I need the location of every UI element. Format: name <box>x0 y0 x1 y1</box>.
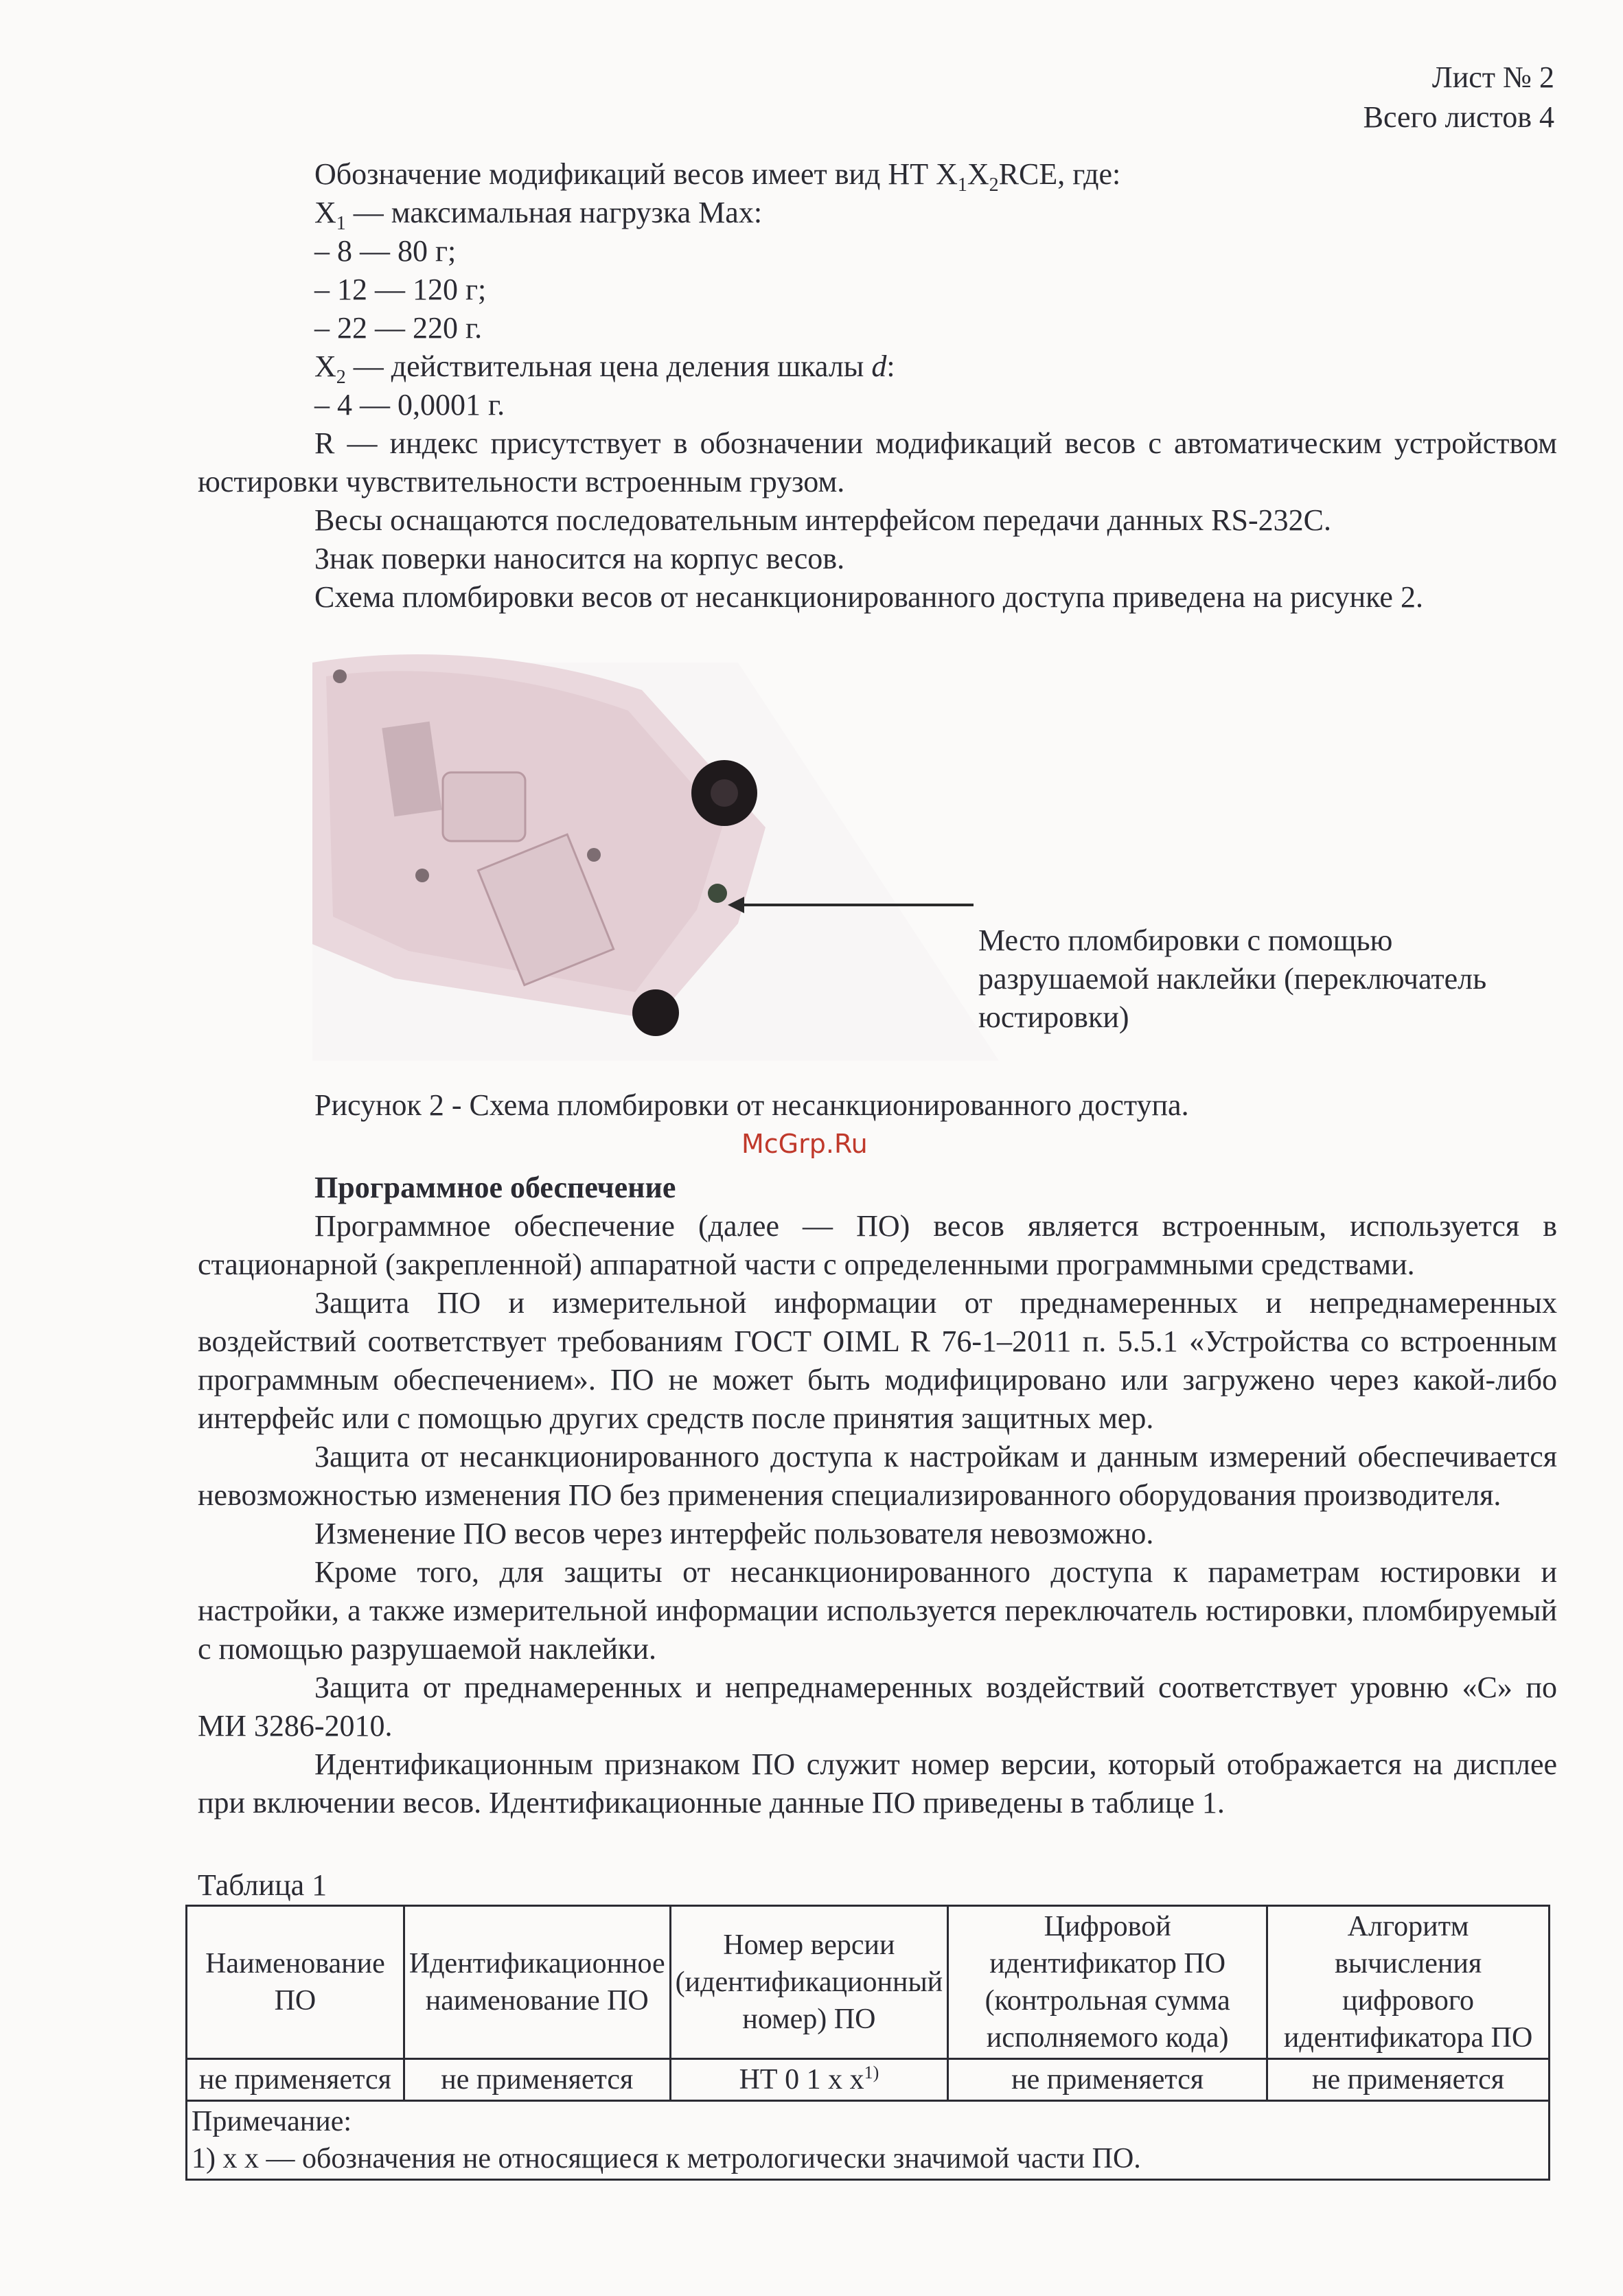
table-title: Таблица 1 <box>198 1868 327 1902</box>
callout-arrow-head <box>728 897 744 913</box>
sheet-number: Лист № 2 <box>1431 60 1554 94</box>
x1-item: – 12 — 120 г; <box>314 273 487 306</box>
sealing-scheme-text: Схема пломбировки весов от несанкционированного доступа приведена на рисунке 2. <box>314 580 1423 614</box>
software-section <box>198 1169 1557 1822</box>
version-number: НТ 0 1 х х <box>739 2064 864 2096</box>
designation-intro: Обозначение модификаций весов имеет вид НТ $Х_1Х_2RCE$, где: <box>314 157 1121 196</box>
watermark-text: McGrp.Ru <box>741 1129 868 1159</box>
footnote-marker: 1) <box>864 2063 879 2082</box>
x1-definition: $Х_1$ — максимальная нагрузка Max: <box>314 196 763 234</box>
table-header-cell: Наименование ПО <box>187 1906 404 2059</box>
x2-item: – 4 — 0,0001 г. <box>314 388 505 422</box>
table-header-row <box>187 1906 1550 2059</box>
software-paragraph: Идентификационным признаком ПО служит номер версии, который отображается на дисплее при включении весов. Идентификационные данные ПО приведены в таблице 1. <box>198 1747 1557 1819</box>
software-paragraph: Защита от несанкционированного доступа к настройкам и данным измерений обеспечивается невозможностью изменения ПО без применения специализированного оборудования производителя. <box>198 1440 1557 1512</box>
sheet-number-block <box>1363 58 1554 137</box>
x2-definition: $Х_2$ — действительная цена деления шкалы d: <box>314 349 895 388</box>
table-note-cell <box>187 2101 1550 2180</box>
table-cell: не применяется <box>187 2059 404 2101</box>
table-header-cell: Номер версии (идентификационный номер) ПО <box>670 1906 947 2059</box>
table-header-cell: Алгоритм вычисления цифрового идентификатора ПО <box>1267 1906 1550 2059</box>
table-cell <box>670 2059 947 2101</box>
software-paragraph: Программное обеспечение (далее — ПО) весов является встроенным, используется в стационарной (закрепленной) аппаратной части с определенными программными средствами. <box>198 1209 1557 1281</box>
callout-arrow-line <box>740 904 974 906</box>
software-paragraph: Изменение ПО весов через интерфейс пользователя невозможно. <box>314 1517 1154 1550</box>
table-cell: не применяется <box>1267 2059 1550 2101</box>
software-paragraph: Кроме того, для защиты от несанкционированного доступа к параметрам юстировки и настройки, а также измерительной информации используется переключатель юстировки, пломбируемый с помощью разрушаемой наклейки. <box>198 1555 1557 1666</box>
verification-mark-text: Знак поверки наносится на корпус весов. <box>314 542 845 575</box>
designation-section <box>198 155 1557 617</box>
software-id-table <box>185 1905 1550 2181</box>
table-cell: не применяется <box>948 2059 1267 2101</box>
software-heading: Программное обеспечение <box>314 1171 676 1204</box>
table-cell: не применяется <box>404 2059 670 2101</box>
sheet-total: Всего листов 4 <box>1363 100 1554 134</box>
x1-item: – 8 — 80 г; <box>314 234 457 268</box>
x1-item: – 22 — 220 г. <box>314 311 483 345</box>
note-title: Примечание: <box>192 2106 352 2137</box>
figure-caption: Рисунок 2 - Схема пломбировки от несанкционированного доступа. <box>314 1088 1189 1122</box>
software-paragraph: Защита от преднамеренных и непреднамеренных воздействий соответствует уровню «С» по МИ 3286-2010. <box>198 1671 1557 1743</box>
table-row <box>187 2059 1550 2101</box>
software-paragraph: Защита ПО и измерительной информации от преднамеренных и непреднамеренных воздействий соответствует требованиям ГОСТ OIML R 76-1–2011 п. 5.5.1 «Устройства со встроенным программным обеспечением». ПО не может быть модифицировано или загружено через какой-либо интерфейс или с помощью других средств после принятия защитных мер. <box>198 1286 1557 1435</box>
sealing-location-callout: Место пломбировки с помощью разрушаемой наклейки (переключатель юстировки) <box>978 923 1487 1034</box>
table-header-cell: Цифровой идентификатор ПО (контрольная сумма исполняемого кода) <box>948 1906 1267 2059</box>
scale-bottom-photo <box>312 649 999 1061</box>
table-header-cell: Идентификационное наименование ПО <box>404 1906 670 2059</box>
r-index-text: R — индекс присутствует в обозначении модификаций весов с автоматическим устройством юстировки чувствительности встроенным грузом. <box>198 426 1557 498</box>
note-text: 1) х х — обозначения не относящиеся к метрологически значимой части ПО. <box>192 2143 1141 2174</box>
interface-text: Весы оснащаются последовательным интерфейсом передачи данных RS-232C. <box>314 503 1332 537</box>
table-note-row <box>187 2101 1550 2180</box>
